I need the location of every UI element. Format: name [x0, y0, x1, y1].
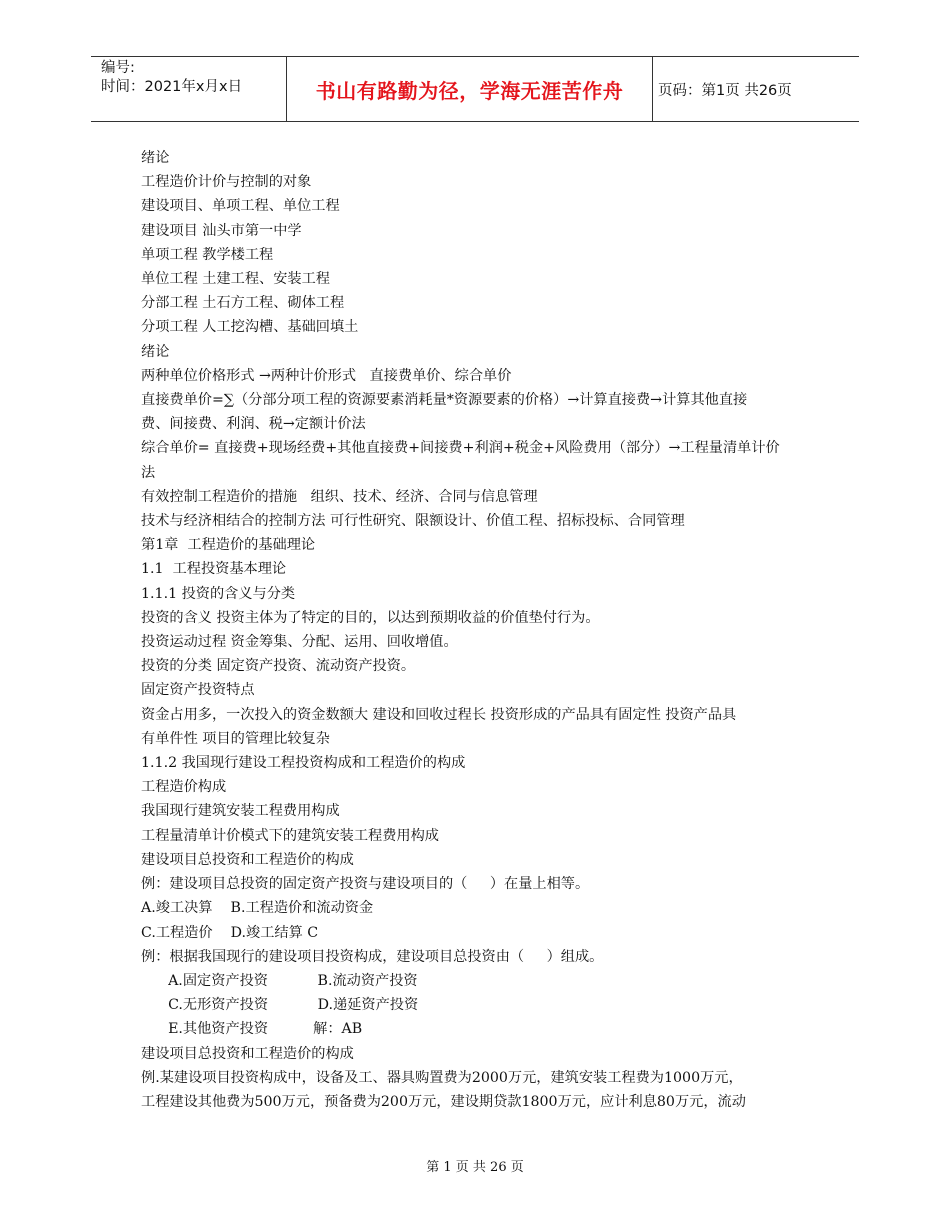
- text-line: 法: [141, 464, 156, 481]
- text-line: 1.1 工程投资基本理论: [141, 561, 287, 578]
- text-line: 费、间接费、利润、税→定额计价法: [141, 416, 366, 433]
- text-line: 投资的含义 投资主体为了特定的目的，以达到预期收益的价值垫付行为。: [141, 609, 600, 626]
- text-line: 资金占用多，一次投入的资金数额大 建设和回收过程长 投资形成的产品具有固定性 投资产品具: [141, 706, 737, 723]
- text-line: 固定资产投资特点: [141, 682, 255, 699]
- header-left-block: [101, 59, 242, 97]
- text-line: A.竣工决算 B.工程造价和流动资金: [141, 900, 374, 917]
- text-line: 投资的分类 固定资产投资、流动资产投资。: [141, 658, 416, 675]
- document-time-label: 时间：2021年x月x日: [101, 79, 243, 95]
- page-footer: 第 1 页 共 26 页: [426, 1160, 524, 1175]
- text-line: E.其他资产投资 解：AB: [141, 1021, 363, 1038]
- text-line: 例：根据我国现行的建设项目投资构成，建设项目总投资由（ ）组成。: [141, 948, 604, 965]
- text-line: 1.1.1 投资的含义与分类: [141, 585, 296, 602]
- text-line: 直接费单价=∑（分部分项工程的资源要素消耗量*资源要素的价格）→计算直接费→计算其他直接: [141, 392, 748, 409]
- text-line: 绪论: [141, 150, 170, 166]
- text-line: 工程量清单计价模式下的建筑安装工程费用构成: [141, 827, 439, 844]
- document-number-label: 编号:: [101, 60, 135, 76]
- text-line: A.固定资产投资 B.流动资产投资: [141, 972, 418, 989]
- text-line: C.无形资产投资 D.递延资产投资: [141, 997, 419, 1014]
- text-line: 第1章 工程造价的基础理论: [141, 537, 316, 554]
- text-line: 建设项目、单项工程、单位工程: [141, 198, 340, 215]
- text-line: 分部工程 土石方工程、砌体工程: [141, 295, 345, 312]
- page-header: [91, 56, 859, 122]
- text-line: 例.某建设项目投资构成中，设备及工、器具购置费为2000万元，建筑安装工程费为1000万元，: [141, 1069, 743, 1086]
- document-body: [141, 146, 821, 1114]
- text-line: C.工程造价 D.竣工结算 C: [141, 924, 319, 941]
- text-line: 工程造价构成: [141, 779, 227, 796]
- text-line: 建设项目总投资和工程造价的构成: [141, 851, 354, 868]
- text-line: 两种单位价格形式 →两种计价形式 直接费单价、综合单价: [141, 367, 512, 384]
- text-line: 分项工程 人工挖沟槽、基础回填土: [141, 319, 359, 336]
- text-line: 例：建设项目总投资的固定资产投资与建设项目的（ ）在量上相等。: [141, 876, 590, 893]
- text-line: 单位工程 土建工程、安装工程: [141, 271, 330, 288]
- text-line: 建设项目总投资和工程造价的构成: [141, 1045, 354, 1062]
- text-line: 技术与经济相结合的控制方法 可行性研究、限额设计、价值工程、招标投标、合同管理: [141, 513, 685, 530]
- text-line: 投资运动过程 资金筹集、分配、运用、回收增值。: [141, 634, 458, 651]
- text-line: 有效控制工程造价的措施 组织、技术、经济、合同与信息管理: [141, 488, 538, 505]
- text-line: 绪论: [141, 343, 170, 360]
- text-line: 工程造价计价与控制的对象: [141, 174, 312, 191]
- text-line: 有单件性 项目的管理比较复杂: [141, 730, 330, 747]
- header-motto: 书山有路勤为径，学海无涯苦作舟: [315, 78, 624, 103]
- text-line: 建设项目 汕头市第一中学: [141, 222, 302, 239]
- text-line: 综合单价= 直接费+现场经费+其他直接费+间接费+利润+税金+风险费用（部分）→工程量清单计价: [141, 440, 780, 457]
- text-line: 工程建设其他费为500万元，预备费为200万元，建设期贷款1800万元，应计利息80万元，流动: [141, 1093, 746, 1110]
- text-line: 我国现行建筑安装工程费用构成: [141, 803, 340, 820]
- header-divider-right: [652, 57, 653, 121]
- text-line: 单项工程 教学楼工程: [141, 246, 274, 263]
- text-line: 1.1.2 我国现行建设工程投资构成和工程造价的构成: [141, 755, 466, 772]
- header-page-label: 页码：第1页 共26页: [658, 82, 792, 99]
